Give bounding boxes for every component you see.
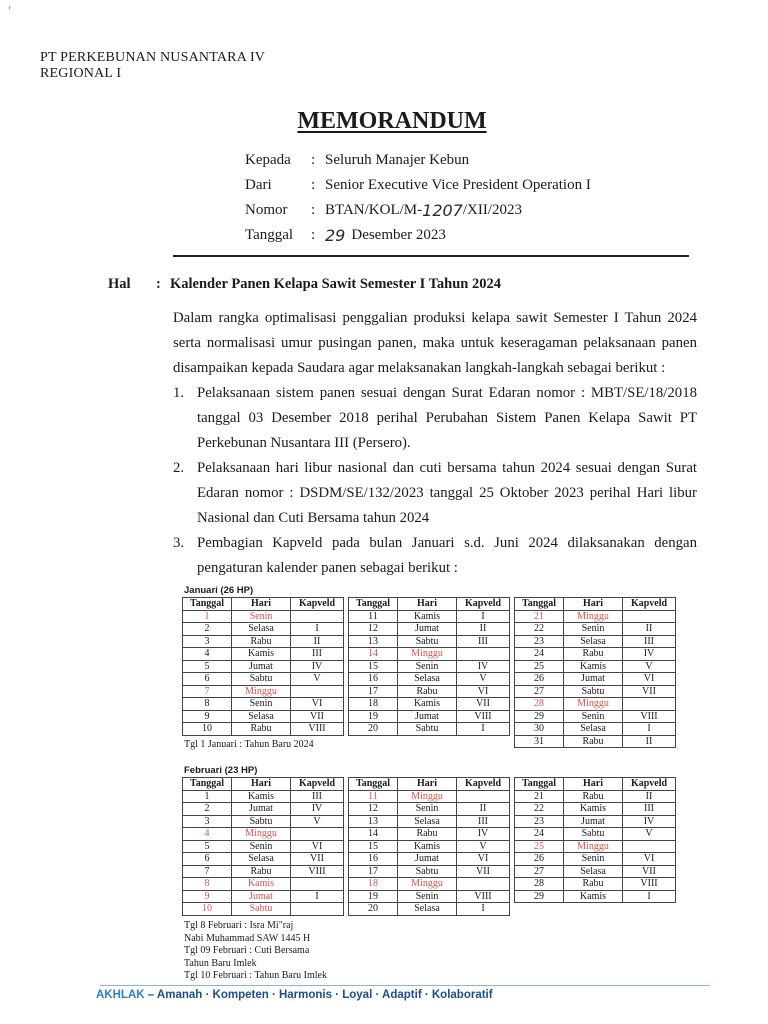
kapveld-cell: II <box>623 790 676 803</box>
day-cell: Selasa <box>232 853 291 866</box>
kapveld-cell: V <box>457 673 510 686</box>
day-cell: Jumat <box>398 853 457 866</box>
day-cell: Senin <box>398 890 457 903</box>
date-cell: 20 <box>349 723 398 736</box>
date-cell: 15 <box>349 660 398 673</box>
column-header: Tanggal <box>183 778 232 791</box>
day-cell: Jumat <box>232 803 291 816</box>
day-cell: Rabu <box>564 735 623 748</box>
kapveld-cell: VII <box>457 865 510 878</box>
table-row <box>349 890 510 903</box>
table-row <box>349 840 510 853</box>
kapveld-cell <box>291 610 344 623</box>
table-row <box>515 685 676 698</box>
table-row <box>183 803 344 816</box>
table-row <box>349 660 510 673</box>
table-row <box>349 685 510 698</box>
date-cell: 3 <box>183 635 232 648</box>
kapveld-cell: VIII <box>623 710 676 723</box>
kapveld-cell: IV <box>623 815 676 828</box>
date-cell: 19 <box>349 710 398 723</box>
table-row <box>515 790 676 803</box>
values-text: – Amanah · Kompeten · Harmonis · Loyal · Adaptif · Kolaboratif <box>147 989 493 1001</box>
memo-meta <box>245 148 591 248</box>
date-cell: 26 <box>515 853 564 866</box>
kapveld-cell: III <box>457 815 510 828</box>
date-cell: 15 <box>349 840 398 853</box>
table-row <box>515 660 676 673</box>
table-row <box>183 865 344 878</box>
day-cell: Senin <box>232 698 291 711</box>
february-title: Februari (23 HP) <box>184 765 258 776</box>
day-cell: Selasa <box>232 623 291 636</box>
corner-mark: › <box>8 2 11 12</box>
meta-value: Senior Executive Vice President Operation I <box>325 177 591 193</box>
kapveld-cell: I <box>291 890 344 903</box>
kapveld-cell: III <box>291 648 344 661</box>
day-cell: Minggu <box>564 698 623 711</box>
day-cell: Sabtu <box>398 865 457 878</box>
table-row <box>515 698 676 711</box>
table-row <box>515 803 676 816</box>
intro-paragraph: Dalam rangka optimalisasi penggalian produksi kelapa sawit Semester I Tahun 2024 serta normalisasi umur pusingan panen, maka untuk keseragaman pelaksanaan panen disampaikan kepada Saudara agar melaksanakan langkah-langkah sebagai berikut : <box>173 310 697 376</box>
date-cell: 22 <box>515 803 564 816</box>
date-cell: 22 <box>515 623 564 636</box>
day-cell: Sabtu <box>232 815 291 828</box>
date-cell: 3 <box>183 815 232 828</box>
day-cell: Minggu <box>398 790 457 803</box>
day-cell: Kamis <box>564 803 623 816</box>
date-cell: 17 <box>349 865 398 878</box>
table-row <box>349 723 510 736</box>
table-row <box>183 828 344 841</box>
date-cell: 4 <box>183 828 232 841</box>
company-name: PT PERKEBUNAN NUSANTARA IV <box>40 50 266 65</box>
kapveld-cell <box>291 903 344 916</box>
table-row <box>349 865 510 878</box>
meta-kepada: Kepada : Seluruh Manajer Kebun <box>245 152 470 168</box>
table-row <box>515 853 676 866</box>
kapveld-cell: VIII <box>623 878 676 891</box>
date-cell: 10 <box>183 903 232 916</box>
kapveld-cell: V <box>457 840 510 853</box>
date-cell: 31 <box>515 735 564 748</box>
date-cell: 13 <box>349 635 398 648</box>
day-cell: Jumat <box>232 660 291 673</box>
table-row <box>349 828 510 841</box>
date-cell: 1 <box>183 790 232 803</box>
date-cell: 2 <box>183 803 232 816</box>
day-cell: Senin <box>398 803 457 816</box>
list-item: 1. Pelaksanaan sistem panen sesuai dengan Surat Edaran nomor : MBT/SE/18/2018 tanggal 03 Desember 2018 perihal Perubahan Sistem Panen Kelapa Sawit PT Perkebunan Nusantara III (Persero). <box>173 385 697 451</box>
day-cell: Minggu <box>398 878 457 891</box>
list-item: 2. Pelaksanaan hari libur nasional dan cuti bersama tahun 2024 sesuai dengan Surat Edaran nomor : DSDM/SE/132/2023 tanggal 25 Oktober 2023 perihal Hari libur Nasional dan Cuti Bersama tahun 2024 <box>173 460 697 526</box>
kapveld-cell: I <box>623 890 676 903</box>
date-cell: 9 <box>183 890 232 903</box>
divider <box>173 255 689 257</box>
footer-values <box>96 989 493 1001</box>
day-cell: Kamis <box>564 890 623 903</box>
column-header: Kapveld <box>457 778 510 791</box>
day-cell: Senin <box>564 710 623 723</box>
date-cell: 18 <box>349 698 398 711</box>
date-cell: 17 <box>349 685 398 698</box>
table-row <box>515 610 676 623</box>
table-row <box>349 610 510 623</box>
table-row <box>183 685 344 698</box>
meta-nomor: Nomor : BTAN/KOL/M- 1207 /XII/2023 <box>245 201 523 220</box>
date-cell: 24 <box>515 828 564 841</box>
date-cell: 6 <box>183 673 232 686</box>
kapveld-cell: III <box>457 635 510 648</box>
meta-dari: Dari : Senior Executive Vice President Operation I <box>245 177 591 193</box>
date-cell: 25 <box>515 660 564 673</box>
day-cell: Senin <box>564 853 623 866</box>
kapveld-cell: VIII <box>457 710 510 723</box>
column-header: Tanggal <box>515 598 564 611</box>
date-cell: 18 <box>349 878 398 891</box>
table-row <box>183 840 344 853</box>
january-table-3 <box>514 597 676 748</box>
kapveld-cell: V <box>623 660 676 673</box>
column-header: Tanggal <box>515 778 564 791</box>
meta-value: Seluruh Manajer Kebun <box>325 152 470 168</box>
day-cell: Rabu <box>232 635 291 648</box>
column-header: Hari <box>398 598 457 611</box>
column-header: Kapveld <box>623 598 676 611</box>
kapveld-cell: II <box>457 803 510 816</box>
table-row <box>515 723 676 736</box>
meta-tanggal: Tanggal : 29 Desember 2023 <box>245 226 446 245</box>
table-row <box>349 903 510 916</box>
kapveld-cell: II <box>623 623 676 636</box>
day-cell: Sabtu <box>398 723 457 736</box>
kapveld-cell: VI <box>457 685 510 698</box>
table-row <box>183 790 344 803</box>
table-row <box>515 878 676 891</box>
february-table-2 <box>348 777 510 916</box>
kapveld-cell: V <box>623 828 676 841</box>
day-cell: Jumat <box>398 623 457 636</box>
day-cell: Kamis <box>232 648 291 661</box>
table-row <box>183 878 344 891</box>
date-cell: 19 <box>349 890 398 903</box>
day-cell: Senin <box>232 610 291 623</box>
kapveld-cell <box>291 828 344 841</box>
date-cell: 11 <box>349 610 398 623</box>
table-row <box>515 840 676 853</box>
date-cell: 4 <box>183 648 232 661</box>
day-cell: Rabu <box>564 790 623 803</box>
date-cell: 11 <box>349 790 398 803</box>
table-row <box>515 815 676 828</box>
kapveld-cell <box>457 878 510 891</box>
kapveld-cell: IV <box>623 648 676 661</box>
column-header: Kapveld <box>457 598 510 611</box>
letterhead <box>40 50 265 82</box>
day-cell: Kamis <box>232 790 291 803</box>
table-row <box>515 673 676 686</box>
kapveld-cell: III <box>623 803 676 816</box>
date-cell: 20 <box>349 903 398 916</box>
subject-line: Hal : Kalender Panen Kelapa Sawit Semester I Tahun 2024 <box>108 276 501 292</box>
kapveld-cell: III <box>623 635 676 648</box>
table-row <box>183 648 344 661</box>
date-cell: 28 <box>515 878 564 891</box>
date-cell: 12 <box>349 623 398 636</box>
kapveld-cell <box>291 878 344 891</box>
january-table-1 <box>182 597 344 736</box>
table-row <box>183 890 344 903</box>
table-row <box>349 878 510 891</box>
day-cell: Rabu <box>564 648 623 661</box>
kapveld-cell <box>623 610 676 623</box>
date-cell: 16 <box>349 853 398 866</box>
day-cell: Sabtu <box>232 903 291 916</box>
day-cell: Rabu <box>398 828 457 841</box>
day-cell: Selasa <box>398 903 457 916</box>
table-row <box>349 710 510 723</box>
kapveld-cell: VII <box>291 853 344 866</box>
column-header: Kapveld <box>291 598 344 611</box>
table-row <box>183 853 344 866</box>
table-row <box>515 635 676 648</box>
table-row <box>515 710 676 723</box>
table-row <box>515 735 676 748</box>
table-row <box>183 698 344 711</box>
date-cell: 21 <box>515 610 564 623</box>
day-cell: Selasa <box>232 710 291 723</box>
date-cell: 5 <box>183 840 232 853</box>
day-cell: Minggu <box>564 840 623 853</box>
table-row <box>183 610 344 623</box>
day-cell: Minggu <box>564 610 623 623</box>
day-cell: Kamis <box>398 698 457 711</box>
day-cell: Senin <box>232 840 291 853</box>
day-cell: Rabu <box>232 865 291 878</box>
column-header: Tanggal <box>183 598 232 611</box>
date-cell: 23 <box>515 635 564 648</box>
date-cell: 13 <box>349 815 398 828</box>
january-title: Januari (26 HP) <box>184 585 254 596</box>
kapveld-cell <box>457 790 510 803</box>
table-row <box>349 673 510 686</box>
day-cell: Selasa <box>398 815 457 828</box>
february-table-3 <box>514 777 676 903</box>
day-cell: Sabtu <box>564 828 623 841</box>
date-cell: 7 <box>183 865 232 878</box>
column-header: Hari <box>398 778 457 791</box>
kapveld-cell: VI <box>291 840 344 853</box>
kapveld-cell: I <box>457 610 510 623</box>
kapveld-cell <box>623 840 676 853</box>
kapveld-cell: VIII <box>457 890 510 903</box>
date-cell: 29 <box>515 710 564 723</box>
column-header: Tanggal <box>349 598 398 611</box>
kapveld-cell: IV <box>291 803 344 816</box>
day-cell: Minggu <box>232 828 291 841</box>
kapveld-cell: II <box>291 635 344 648</box>
february-table-1 <box>182 777 344 916</box>
table-row <box>349 790 510 803</box>
kapveld-cell: V <box>291 815 344 828</box>
day-cell: Jumat <box>564 815 623 828</box>
column-header: Tanggal <box>349 778 398 791</box>
kapveld-cell: I <box>457 903 510 916</box>
kapveld-cell: VI <box>623 853 676 866</box>
kapveld-cell: VIII <box>291 865 344 878</box>
kapveld-cell <box>623 698 676 711</box>
day-cell: Senin <box>398 660 457 673</box>
table-row <box>349 853 510 866</box>
kapveld-cell: II <box>623 735 676 748</box>
kapveld-cell: V <box>291 673 344 686</box>
day-cell: Kamis <box>564 660 623 673</box>
date-cell: 27 <box>515 865 564 878</box>
column-header: Kapveld <box>291 778 344 791</box>
january-table-2 <box>348 597 510 736</box>
kapveld-cell: VII <box>291 710 344 723</box>
table-row <box>183 815 344 828</box>
date-cell: 16 <box>349 673 398 686</box>
handwritten-day: 29 <box>325 226 346 245</box>
table-row <box>183 635 344 648</box>
table-row <box>349 815 510 828</box>
date-cell: 10 <box>183 723 232 736</box>
table-row <box>349 648 510 661</box>
table-row <box>515 865 676 878</box>
kapveld-cell: I <box>623 723 676 736</box>
day-cell: Selasa <box>398 673 457 686</box>
day-cell: Selasa <box>564 635 623 648</box>
day-cell: Minggu <box>232 685 291 698</box>
date-cell: 25 <box>515 840 564 853</box>
date-cell: 23 <box>515 815 564 828</box>
kapveld-cell: VIII <box>291 723 344 736</box>
date-cell: 24 <box>515 648 564 661</box>
table-row <box>183 903 344 916</box>
kapveld-cell: I <box>291 623 344 636</box>
day-cell: Kamis <box>398 840 457 853</box>
column-header: Hari <box>564 778 623 791</box>
column-header: Hari <box>564 598 623 611</box>
kapveld-cell: II <box>457 623 510 636</box>
kapveld-cell: IV <box>457 828 510 841</box>
day-cell: Sabtu <box>232 673 291 686</box>
date-cell: 26 <box>515 673 564 686</box>
table-row <box>515 623 676 636</box>
region-name: REGIONAL I <box>40 66 122 81</box>
kapveld-cell <box>457 648 510 661</box>
table-row <box>183 660 344 673</box>
kapveld-cell: III <box>291 790 344 803</box>
day-cell: Rabu <box>398 685 457 698</box>
table-row <box>349 623 510 636</box>
footer-divider <box>100 985 710 986</box>
date-cell: 2 <box>183 623 232 636</box>
day-cell: Sabtu <box>398 635 457 648</box>
date-cell: 21 <box>515 790 564 803</box>
subject-text: Kalender Panen Kelapa Sawit Semester I Tahun 2024 <box>170 276 501 292</box>
day-cell: Jumat <box>398 710 457 723</box>
date-cell: 8 <box>183 698 232 711</box>
date-cell: 6 <box>183 853 232 866</box>
steps-list <box>173 381 697 581</box>
day-cell: Selasa <box>564 865 623 878</box>
kapveld-cell: VII <box>623 865 676 878</box>
date-cell: 7 <box>183 685 232 698</box>
date-cell: 30 <box>515 723 564 736</box>
date-cell: 14 <box>349 828 398 841</box>
table-row <box>349 635 510 648</box>
kapveld-cell <box>291 685 344 698</box>
date-cell: 5 <box>183 660 232 673</box>
column-header: Hari <box>232 598 291 611</box>
day-cell: Rabu <box>564 878 623 891</box>
day-cell: Kamis <box>232 878 291 891</box>
date-cell: 14 <box>349 648 398 661</box>
date-cell: 8 <box>183 878 232 891</box>
list-item: 3. Pembagian Kapveld pada bulan Januari s.d. Juni 2024 dilaksanakan dengan pengaturan kalender panen sebagai berikut : <box>173 535 697 576</box>
handwritten-number: 1207 <box>422 201 463 220</box>
day-cell: Jumat <box>564 673 623 686</box>
day-cell: Selasa <box>564 723 623 736</box>
table-row <box>183 673 344 686</box>
january-note: Tgl 1 Januari : Tahun Baru 2024 <box>184 739 314 750</box>
column-header: Hari <box>232 778 291 791</box>
kapveld-cell: VII <box>457 698 510 711</box>
date-cell: 27 <box>515 685 564 698</box>
table-row <box>515 648 676 661</box>
kapveld-cell: VI <box>623 673 676 686</box>
table-row <box>515 890 676 903</box>
day-cell: Kamis <box>398 610 457 623</box>
kapveld-cell: VI <box>291 698 344 711</box>
table-row <box>349 803 510 816</box>
february-notes: Tgl 8 Februari : Isra Mi"raj Nabi Muhammad SAW 1445 H Tgl 09 Februari : Cuti Bersama Tahun Baru Imlek Tgl 10 Februari : Tahun Baru Imlek <box>184 920 327 981</box>
day-cell: Jumat <box>232 890 291 903</box>
column-header: Kapveld <box>623 778 676 791</box>
day-cell: Rabu <box>232 723 291 736</box>
kapveld-cell: IV <box>457 660 510 673</box>
kapveld-cell: I <box>457 723 510 736</box>
day-cell: Senin <box>564 623 623 636</box>
table-row <box>183 723 344 736</box>
kapveld-cell: VI <box>457 853 510 866</box>
memo-title: MEMORANDUM <box>297 108 487 134</box>
table-row <box>183 710 344 723</box>
date-cell: 9 <box>183 710 232 723</box>
kapveld-cell: VII <box>623 685 676 698</box>
date-cell: 29 <box>515 890 564 903</box>
akhlak-label: AKHLAK <box>96 989 145 1001</box>
date-cell: 12 <box>349 803 398 816</box>
date-cell: 1 <box>183 610 232 623</box>
day-cell: Sabtu <box>564 685 623 698</box>
table-row <box>515 828 676 841</box>
day-cell: Minggu <box>398 648 457 661</box>
date-cell: 28 <box>515 698 564 711</box>
kapveld-cell: IV <box>291 660 344 673</box>
table-row <box>183 623 344 636</box>
table-row <box>349 698 510 711</box>
